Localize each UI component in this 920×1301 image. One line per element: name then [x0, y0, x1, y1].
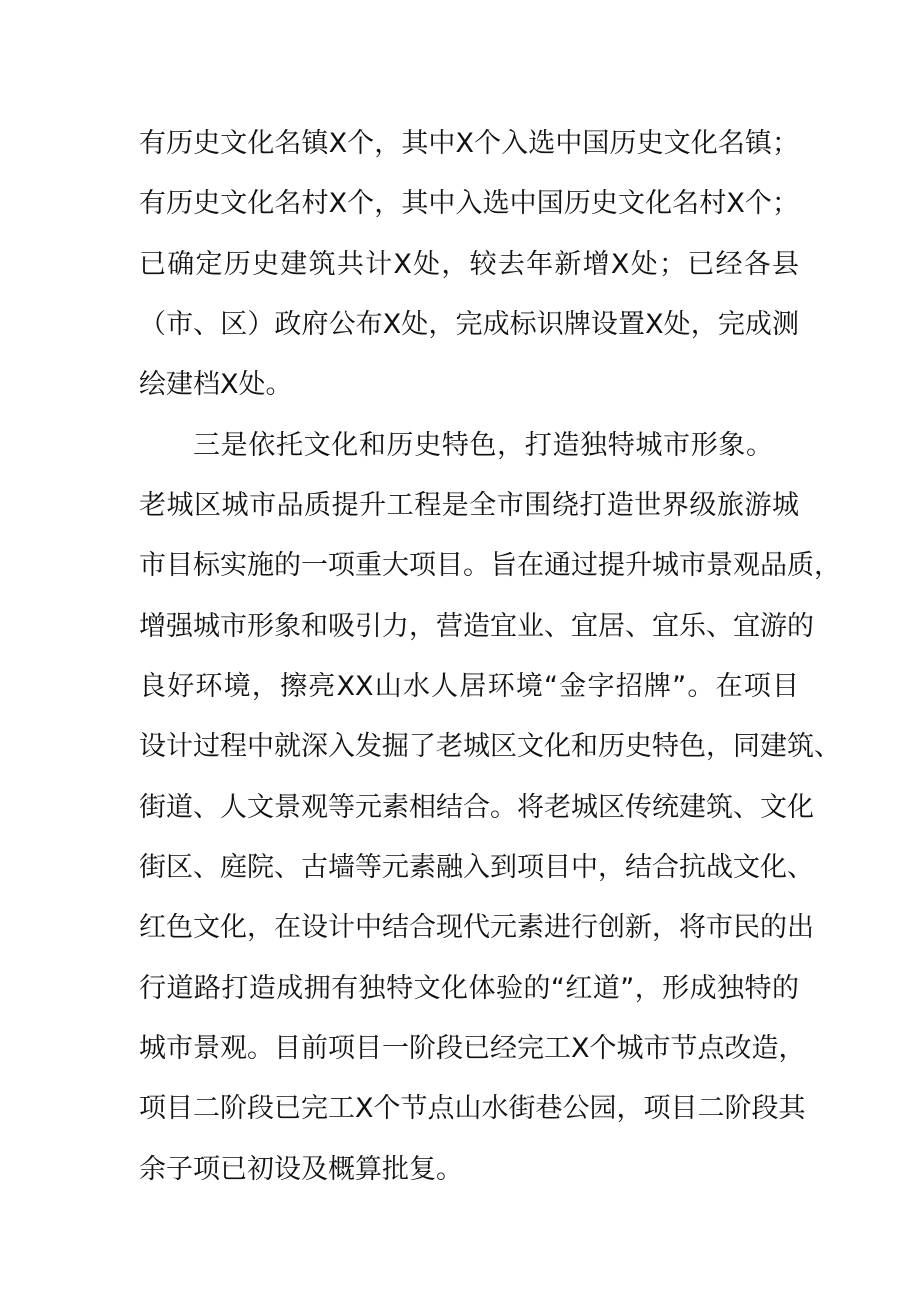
text-line: 行道路打造成拥有独特文化体验的“红道”，形成独特的: [139, 973, 799, 1004]
text-line: 老城区城市品质提升工程是全市围绕打造世界级旅游城: [139, 490, 799, 521]
text-line: 城市景观。目前项目一阶段已经完工X个城市节点改造，: [139, 1033, 806, 1064]
text-line: 增强城市形象和吸引力，营造宜业、宜居、宜乐、宜游的: [139, 611, 814, 642]
text-line: 绘建档X处。: [139, 369, 293, 400]
text-line: 有历史文化名镇X个，其中X个入选中国历史文化名镇；: [139, 128, 799, 159]
text-line: 设计过程中就深入发掘了老城区文化和历史特色，同建筑、: [139, 731, 841, 762]
text-line: 街区、庭院、古墙等元素融入到项目中，结合抗战文化、: [139, 852, 814, 883]
text-line: 已确定历史建筑共计X处，较去年新增X处；已经各县: [139, 249, 799, 280]
text-line: 良好环境，擦亮XX山水人居环境“金字招牌”。在项目: [139, 671, 799, 702]
text-line: 余子项已初设及概算批复。: [139, 1154, 463, 1185]
text-line: （市、区）政府公布X处，完成标识牌设置X处，完成测: [139, 309, 799, 340]
text-line: 街道、人文景观等元素相结合。将老城区传统建筑、文化: [139, 792, 814, 823]
text-line: 市目标实施的一项重大项目。旨在通过提升城市景观品质，: [139, 550, 841, 581]
text-line: 有历史文化名村X个，其中入选中国历史文化名村X个；: [139, 188, 799, 219]
section-heading-line: 三是依托文化和历史特色，打造独特城市形象。: [193, 430, 773, 461]
text-line: 红色文化，在设计中结合现代元素进行创新，将市民的出: [139, 912, 814, 943]
text-line: 项目二阶段已完工X个节点山水街巷公园，项目二阶段其: [139, 1093, 806, 1124]
